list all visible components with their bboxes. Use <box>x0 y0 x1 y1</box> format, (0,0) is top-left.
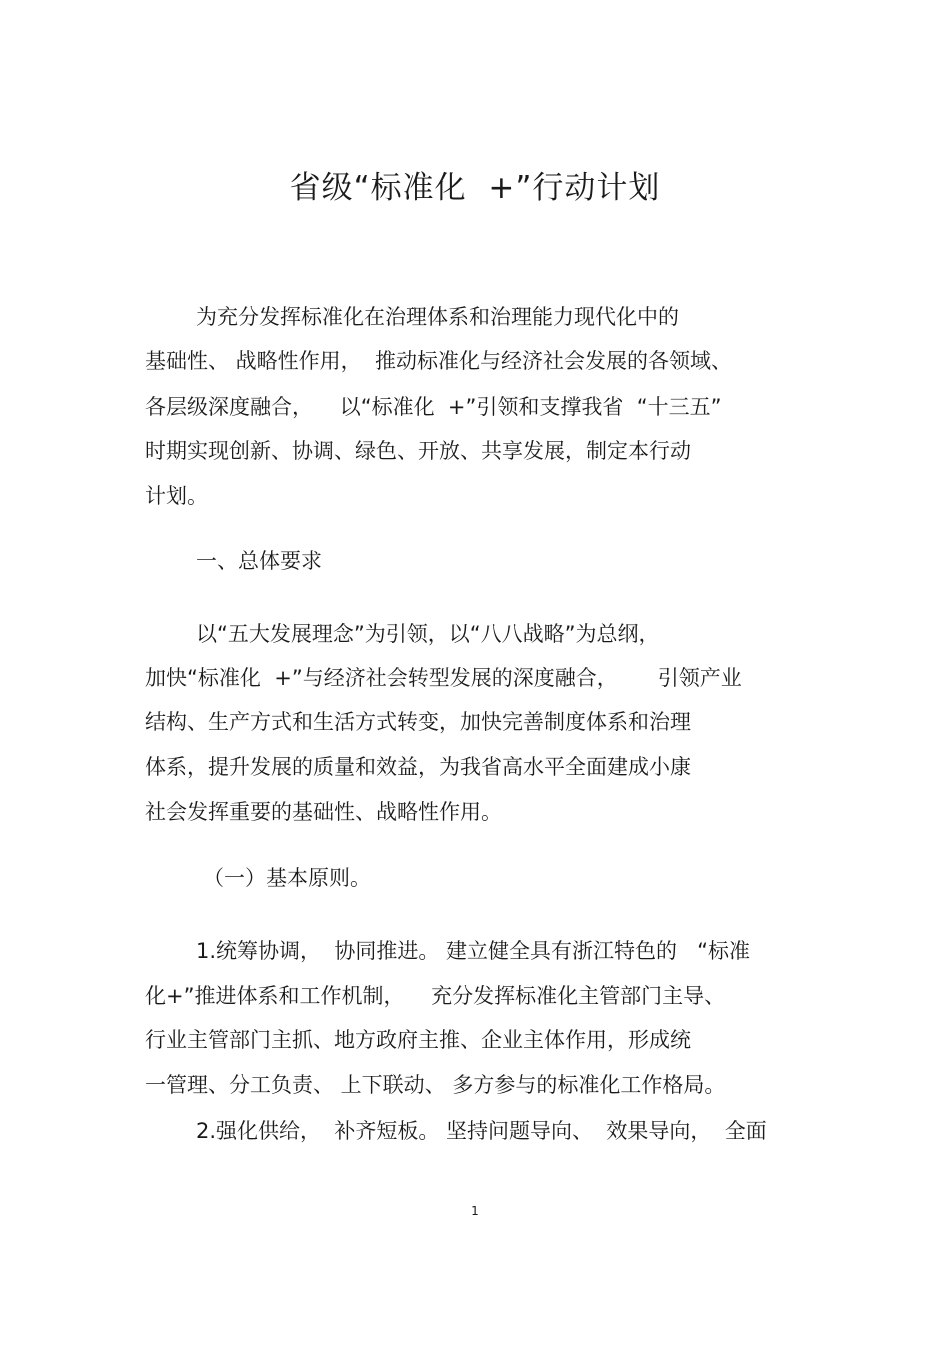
subsection-heading: （一）基本原则。 <box>203 866 371 890</box>
intro-line: 时期实现创新、协调、绿色、开放、共享发展，制定本行动 <box>145 439 691 463</box>
section-body-line: 以“五大发展理念”为引领，以“八八战略”为总纲， <box>196 622 660 646</box>
intro-line: 计划。 <box>145 484 208 508</box>
section-heading: 一、总体要求 <box>196 549 322 573</box>
section-body-line: 结构、生产方式和生活方式转变，加快完善制度体系和治理 <box>145 710 691 734</box>
section-body-line: 社会发挥重要的基础性、战略性作用。 <box>145 800 502 824</box>
principle-line: 一管理、分工负责、 上下联动、 多方参与的标准化工作格局。 <box>145 1073 726 1097</box>
document-title: 省级“标准化 +”行动计划 <box>289 170 661 206</box>
intro-line: 基础性、 战略性作用， 推动标准化与经济社会发展的各领域、 <box>145 349 733 373</box>
intro-line: 各层级深度融合， 以“标准化 +”引领和支撑我省 “十三五” <box>145 395 722 419</box>
principle-line: 化+”推进体系和工作机制， 充分发挥标准化主管部门主导、 <box>145 984 726 1008</box>
section-body-line: 体系，提升发展的质量和效益，为我省高水平全面建成小康 <box>145 755 691 779</box>
principle-line: 2.强化供给， 补齐短板。 坚持问题导向、 效果导向， 全面 <box>196 1119 767 1143</box>
intro-line: 为充分发挥标准化在治理体系和治理能力现代化中的 <box>196 305 679 329</box>
principle-line: 行业主管部门主抓、地方政府主推、企业主体作用，形成统 <box>145 1028 691 1052</box>
principle-line: 1.统筹协调， 协同推进。 建立健全具有浙江特色的 “标准 <box>196 939 750 963</box>
section-body-line: 加快“标准化 +”与经济社会转型发展的深度融合， 引领产业 <box>145 666 742 690</box>
page-number: 1 <box>471 1204 479 1218</box>
